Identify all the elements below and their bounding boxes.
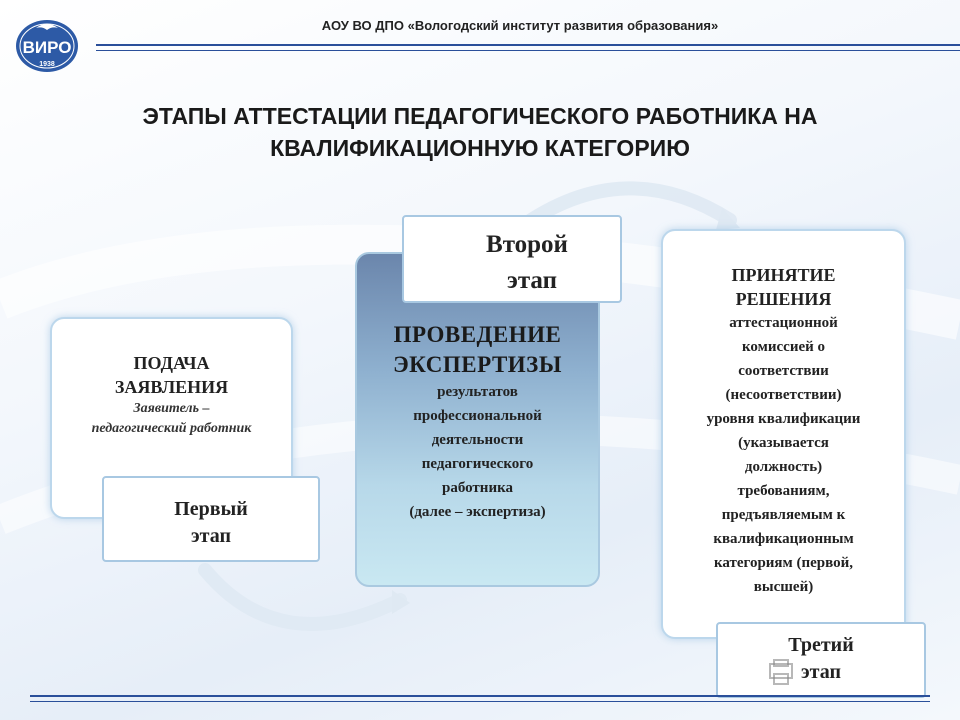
stage-2-detail-2: профессиональной <box>413 408 542 424</box>
stage-3-detail-3: соответствии <box>738 363 829 379</box>
stage-3-heading-1: ПРИНЯТИЕ <box>731 265 836 285</box>
stage-3-detail-6: (указывается <box>738 435 829 451</box>
page-title <box>80 100 880 164</box>
stage-1-label-line-1: Первый <box>174 498 248 520</box>
stage-2-detail-1: результатов <box>437 384 518 400</box>
title-line-2: КВАЛИФИКАЦИОННУЮ КАТЕГОРИЮ <box>270 135 690 161</box>
stage-3-detail-12: высшей) <box>753 579 814 595</box>
stage-2-detail-4: педагогического <box>421 456 534 472</box>
stage-3-detail-9: предъявляемым к <box>721 507 846 523</box>
stage-1-label-line-2: этап <box>191 525 231 547</box>
stage-1-heading-2: ЗАЯВЛЕНИЯ <box>114 377 229 397</box>
stage-3-label-line-1: Третий <box>788 634 854 656</box>
stage-3-detail-8: требованиям, <box>737 483 830 499</box>
stage-1-detail-1: Заявитель – <box>133 401 210 416</box>
stage-3-card <box>661 229 906 639</box>
footer-divider <box>30 695 930 702</box>
stage-3-detail-2: комиссией о <box>741 339 826 355</box>
stage-3-detail-10: квалификационным <box>713 531 854 547</box>
stage-3-detail-7: должность) <box>744 459 823 475</box>
stage-2-label-line-1: Второй <box>486 231 568 258</box>
stage-1-detail-2: педагогический работник <box>91 421 252 436</box>
stage-2-label <box>402 215 622 303</box>
stage-2-detail-3: деятельности <box>431 432 524 448</box>
logo-text: ВИРО <box>22 38 72 57</box>
stage-3-detail-5: уровня квалификации <box>706 411 861 427</box>
stage-2-heading-2: ЭКСПЕРТИЗЫ <box>393 352 562 377</box>
stage-3-heading-2: РЕШЕНИЯ <box>735 289 832 309</box>
logo-year: 1938 <box>39 61 55 68</box>
stage-2-detail-6: (далее – экспертиза) <box>409 504 546 520</box>
stage-2-heading-1: ПРОВЕДЕНИЕ <box>393 322 562 347</box>
stage-2-label-line-2: этап <box>507 267 557 294</box>
stage-1-heading-1: ПОДАЧА <box>133 353 210 373</box>
header-divider <box>96 44 960 51</box>
stage-3-label-line-2: этап <box>801 661 841 683</box>
stage-1-label <box>102 476 320 562</box>
stage-3-detail-1: аттестационной <box>729 315 838 331</box>
title-line-1: ЭТАПЫ АТТЕСТАЦИИ ПЕДАГОГИЧЕСКОГО РАБОТНИКА НА <box>142 103 818 129</box>
viro-logo <box>14 18 80 74</box>
stage-2-detail-5: работника <box>441 480 513 496</box>
header-org-name: АОУ ВО ДПО «Вологодский институт развития образования» <box>321 18 719 33</box>
stage-3-detail-4: (несоответствии) <box>725 387 842 403</box>
stage-3-detail-11: категориям (первой, <box>713 555 854 571</box>
printer-icon <box>768 658 928 688</box>
